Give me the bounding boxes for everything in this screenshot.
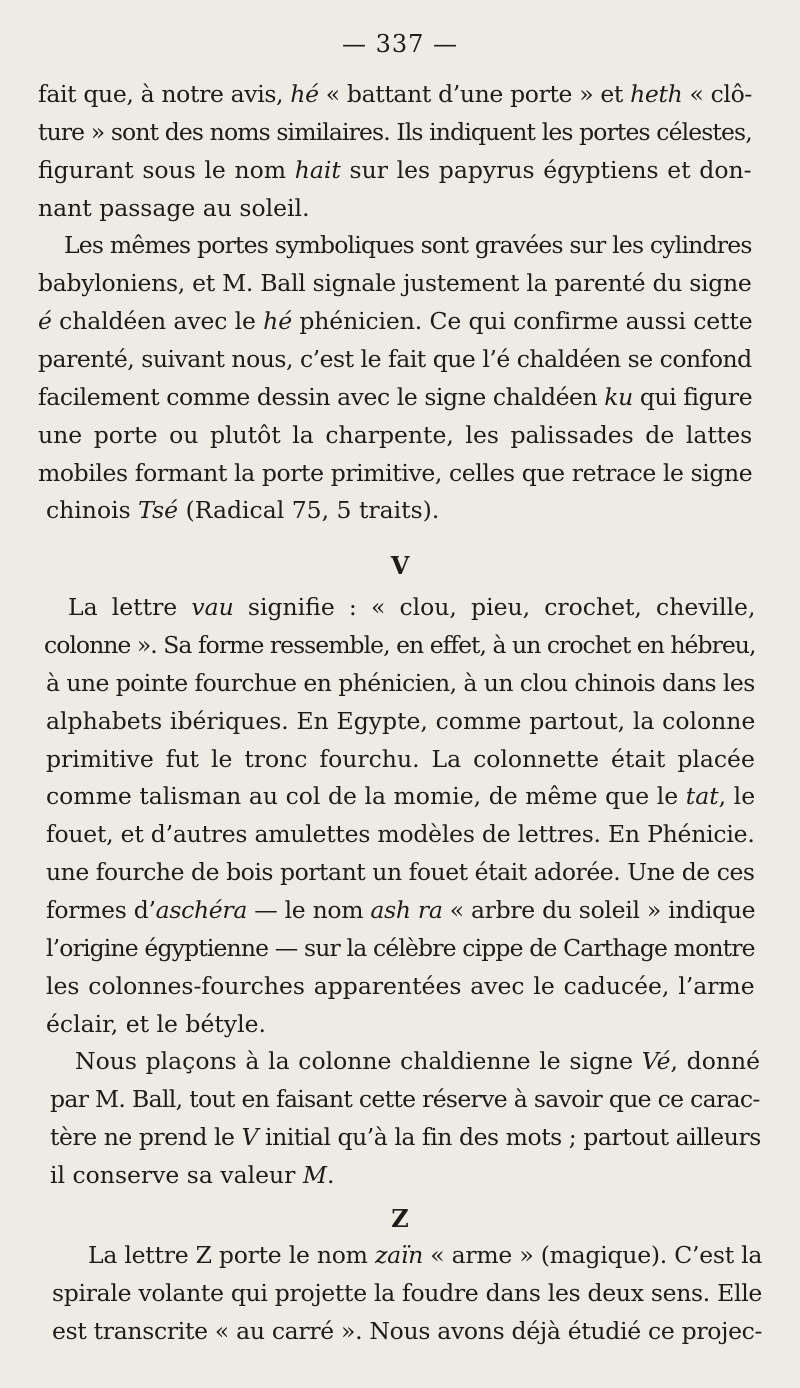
- text-run: sur les papyrus égyptiens et don-: [340, 156, 752, 184]
- text-line: [38, 454, 752, 492]
- text-line: [46, 891, 755, 929]
- text-run: ture » sont des noms similaires. Ils indiquent les portes célestes,: [38, 118, 752, 146]
- text-line: [46, 702, 755, 740]
- text-run: fait que, à notre avis,: [38, 80, 291, 108]
- text-run: est transcrite « au carré ». Nous avons déjà étudié ce projec-: [52, 1317, 763, 1345]
- italic-word: é: [38, 307, 52, 335]
- italic-word: hé: [263, 307, 292, 335]
- text-line: [46, 967, 755, 1005]
- text-line: [50, 1118, 761, 1156]
- text-line: [46, 740, 755, 778]
- text-run: primitive fut le tronc fourchu. La colonnette était placée: [46, 745, 755, 773]
- text-run: qui figure: [632, 383, 753, 411]
- text-run: facilement comme dessin avec le signe chaldéen: [38, 383, 605, 411]
- text-run: babyloniens, et M. Ball signale justement la parenté du signe: [38, 269, 752, 297]
- italic-word: ash ra: [370, 896, 443, 924]
- text-run: Nous plaçons à la colonne chaldienne le signe: [75, 1047, 642, 1075]
- text-run: formes d’: [46, 896, 156, 924]
- text-line: [38, 416, 752, 454]
- text-run: spirale volante qui projette la foudre dans les deux sens. Elle: [52, 1279, 763, 1307]
- text-line: [88, 1236, 762, 1274]
- text-run: , le: [718, 782, 756, 810]
- text-line: [46, 491, 439, 529]
- text-run: l’origine égyptienne — sur la célèbre cippe de Carthage montre: [46, 934, 755, 962]
- italic-word: Tsé: [138, 496, 179, 524]
- section-heading-z: Z: [391, 1204, 409, 1233]
- text-run: colonne ». Sa forme ressemble, en effet, à un crochet en hébreu,: [44, 631, 756, 659]
- text-line: [50, 1080, 760, 1118]
- text-run: phénicien. Ce qui confirme aussi cette: [291, 307, 753, 335]
- text-line: [38, 113, 752, 151]
- text-run: une fourche de bois portant un fouet était adorée. Une de ces: [46, 858, 755, 886]
- italic-word: zaïn: [374, 1241, 424, 1269]
- text-run: une porte ou plutôt la charpente, les palissades de lattes: [38, 421, 753, 449]
- italic-word: hé: [290, 80, 319, 108]
- text-run: « battant d’une porte » et: [318, 80, 631, 108]
- section-heading-v: V: [390, 551, 410, 580]
- text-run: Les mêmes portes symboliques sont gravées sur les cylindres: [64, 231, 752, 259]
- text-run: « arme » (magique). C’est la: [423, 1241, 763, 1269]
- text-run: parenté, suivant nous, c’est le fait que l’é chaldéen se confond: [38, 345, 752, 373]
- text-line: [44, 626, 755, 664]
- italic-word: vau: [191, 593, 234, 621]
- text-line: [46, 815, 755, 853]
- text-line: [46, 853, 755, 891]
- text-line: [38, 378, 752, 416]
- italic-word: heth: [630, 80, 683, 108]
- text-run: figurant sous le nom: [38, 156, 295, 184]
- text-run: .: [326, 1161, 335, 1189]
- text-line: [38, 264, 752, 302]
- text-run: — le nom: [247, 896, 371, 924]
- text-run: (Radical 75, 5 traits).: [178, 496, 440, 524]
- text-run: chinois: [46, 496, 139, 524]
- text-run: par M. Ball, tout en faisant cette réserve à savoir que ce carac-: [50, 1085, 760, 1113]
- text-run: comme talisman au col de la momie, de même que le: [46, 782, 686, 810]
- text-line: [52, 1312, 762, 1350]
- text-line: [46, 929, 755, 967]
- italic-word: M: [302, 1161, 327, 1189]
- text-line: [38, 340, 752, 378]
- text-run: La lettre: [68, 593, 192, 621]
- text-line: [64, 226, 752, 264]
- page-number: — 337 —: [341, 30, 459, 58]
- text-run: tère ne prend le: [50, 1123, 242, 1151]
- text-line: [46, 664, 755, 702]
- text-line: [75, 1042, 760, 1080]
- text-run: initial qu’à la fin des mots ; partout ailleurs: [258, 1123, 761, 1151]
- text-line: [46, 1005, 266, 1043]
- text-run: , donné: [670, 1047, 761, 1075]
- italic-word: Vé: [641, 1047, 671, 1075]
- text-run: fouet, et d’autres amulettes modèles de lettres. En Phénicie.: [46, 820, 755, 848]
- text-run: éclair, et le bétyle.: [46, 1010, 266, 1038]
- italic-word: V: [241, 1123, 259, 1151]
- italic-word: tat: [685, 782, 719, 810]
- text-line: [38, 75, 752, 113]
- text-line: [38, 302, 753, 340]
- italic-word: hait: [294, 156, 341, 184]
- text-run: mobiles formant la porte primitive, celles que retrace le signe: [38, 459, 753, 487]
- italic-word: ku: [604, 383, 633, 411]
- text-run: signifie : « clou, pieu, crochet, cheville,: [233, 593, 756, 621]
- text-run: chaldéen avec le: [51, 307, 264, 335]
- text-line: [38, 189, 310, 227]
- text-run: La lettre Z porte le nom: [88, 1241, 375, 1269]
- text-run: à une pointe fourchue en phénicien, à un clou chinois dans les: [46, 669, 755, 697]
- text-line: [52, 1274, 762, 1312]
- text-run: « arbre du soleil » indique: [442, 896, 756, 924]
- text-run: il conserve sa valeur: [50, 1161, 303, 1189]
- text-line: [50, 1156, 334, 1194]
- text-line: [68, 588, 755, 626]
- text-line: [38, 151, 752, 189]
- text-run: « clô-: [682, 80, 752, 108]
- text-line: [46, 777, 755, 815]
- italic-word: aschéra: [155, 896, 248, 924]
- text-run: alphabets ibériques. En Egypte, comme partout, la colonne: [46, 707, 756, 735]
- text-run: nant passage au soleil.: [38, 194, 310, 222]
- text-run: les colonnes-fourches apparentées avec le caducée, l’arme: [46, 972, 755, 1000]
